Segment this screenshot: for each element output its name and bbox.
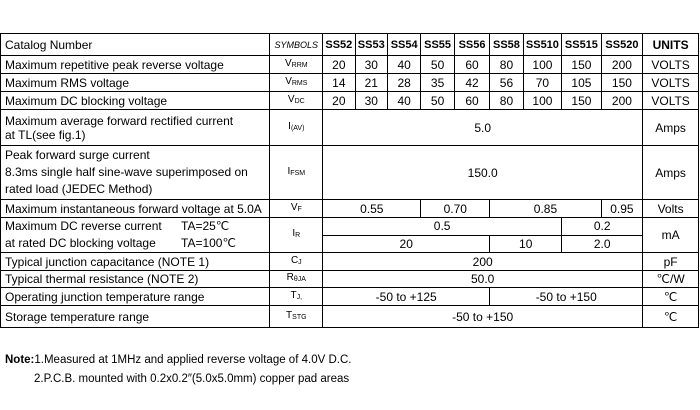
ir-description-line2 bbox=[5, 235, 267, 252]
ir-symbol-sub: R bbox=[295, 232, 301, 239]
rja-symbol bbox=[270, 271, 323, 288]
cj-description: Typical junction capacitance (NOTE 1) bbox=[1, 253, 270, 271]
vdc-value: 40 bbox=[387, 92, 420, 110]
part-header-ss58: SS58 bbox=[490, 34, 523, 56]
vdc-value: 50 bbox=[421, 92, 454, 110]
row-cj bbox=[1, 253, 699, 271]
tj-symbol-sub: J, bbox=[296, 293, 303, 301]
ir-symbol bbox=[270, 218, 323, 253]
ifsm-symbol-sub: FSM bbox=[290, 169, 306, 177]
part-header-ss56: SS56 bbox=[454, 34, 489, 56]
vf-value-ss52-ss54: 0.55 bbox=[323, 200, 421, 218]
row-vrrm bbox=[1, 56, 699, 74]
iav-description bbox=[1, 110, 270, 146]
ir-value-25c-ss515-ss520: 0.2 bbox=[562, 218, 643, 236]
row-tj bbox=[1, 288, 699, 306]
catalog-number-header: Catalog Number bbox=[1, 34, 270, 56]
vdc-value: 150 bbox=[562, 92, 602, 110]
vdc-value: 60 bbox=[454, 92, 489, 110]
tj-symbol-main: T bbox=[290, 289, 297, 301]
ratings-table-container bbox=[0, 33, 700, 328]
vdc-value: 200 bbox=[601, 92, 643, 110]
vrms-value: 42 bbox=[454, 74, 489, 92]
iav-symbol-sub: (AV) bbox=[290, 124, 305, 132]
iav-description-line1: Maximum average forward rectified current bbox=[5, 113, 234, 128]
ir-condition-25c: TA=25℃ bbox=[181, 219, 230, 233]
vf-symbol-sub: F bbox=[297, 205, 302, 213]
ifsm-symbol-main: I bbox=[287, 165, 291, 177]
note-2 bbox=[5, 370, 351, 389]
part-header-ss55: SS55 bbox=[421, 34, 454, 56]
ir-value-100c-ss58-ss510: 10 bbox=[490, 235, 562, 253]
vrrm-value: 80 bbox=[490, 56, 523, 74]
vrrm-value: 50 bbox=[421, 56, 454, 74]
vrms-value: 28 bbox=[387, 74, 420, 92]
note-1 bbox=[5, 351, 351, 370]
row-ifsm bbox=[1, 146, 699, 200]
iav-value: 5.0 bbox=[323, 110, 643, 146]
cj-value: 200 bbox=[323, 253, 643, 271]
notes-label: Note: bbox=[5, 354, 35, 366]
ir-description-text2: at rated DC blocking voltage bbox=[5, 236, 156, 250]
vrms-value: 14 bbox=[323, 74, 355, 92]
vrms-description: Maximum RMS voltage bbox=[1, 74, 270, 92]
vdc-unit: VOLTS bbox=[643, 92, 699, 110]
vdc-value: 30 bbox=[355, 92, 387, 110]
row-vrms bbox=[1, 74, 699, 92]
ir-value-100c-ss52-ss56: 20 bbox=[323, 235, 490, 253]
vdc-value: 80 bbox=[490, 92, 523, 110]
vrms-value: 150 bbox=[601, 74, 643, 92]
tstg-value: -50 to +150 bbox=[323, 306, 643, 328]
ifsm-unit: Amps bbox=[643, 146, 699, 200]
tj-description: Operating junction temperature range bbox=[1, 288, 270, 306]
rja-symbol-main: R bbox=[286, 272, 294, 283]
row-vf bbox=[1, 200, 699, 218]
tstg-symbol-main: T bbox=[286, 309, 293, 321]
vrrm-value: 200 bbox=[601, 56, 643, 74]
part-header-ss54: SS54 bbox=[387, 34, 420, 56]
vdc-value: 100 bbox=[523, 92, 561, 110]
vrrm-value: 40 bbox=[387, 56, 420, 74]
iav-unit: Amps bbox=[643, 110, 699, 146]
ir-value-25c-ss52-ss510: 0.5 bbox=[323, 218, 562, 236]
vrms-value: 70 bbox=[523, 74, 561, 92]
vrrm-symbol-sub: RRM bbox=[291, 61, 308, 69]
vf-description: Maximum instantaneous forward voltage at 5.0A bbox=[1, 200, 270, 218]
cj-unit: pF bbox=[643, 253, 699, 271]
vrrm-value: 100 bbox=[523, 56, 561, 74]
ifsm-symbol bbox=[270, 146, 323, 200]
vrms-unit: VOLTS bbox=[643, 74, 699, 92]
rja-unit: ℃/W bbox=[643, 271, 699, 288]
units-header: UNITS bbox=[643, 34, 699, 56]
vf-value-ss55-ss56: 0.70 bbox=[421, 200, 490, 218]
ir-description-line1 bbox=[5, 218, 267, 235]
ifsm-description bbox=[1, 146, 270, 200]
note-1-text: 1.Measured at 1MHz and applied reverse voltage of 4.0V D.C. bbox=[34, 354, 352, 366]
note-2-text: 2.P.C.B. mounted with 0.2x0.2″(5.0x5.0mm) copper pad areas bbox=[34, 373, 350, 385]
ir-value-100c-ss515-ss520: 2.0 bbox=[562, 235, 643, 253]
vrrm-description: Maximum repetitive peak reverse voltage bbox=[1, 56, 270, 74]
ir-condition-100c: TA=100℃ bbox=[181, 236, 236, 250]
ir-symbol-main: I bbox=[292, 228, 296, 239]
vdc-description: Maximum DC blocking voltage bbox=[1, 92, 270, 110]
vdc-symbol-sub: DC bbox=[294, 97, 305, 105]
rja-value: 50.0 bbox=[323, 271, 643, 288]
vf-symbol-main: V bbox=[290, 201, 298, 213]
row-rja bbox=[1, 271, 699, 288]
ifsm-description-line1: Peak forward surge current bbox=[5, 148, 150, 162]
ir-description bbox=[1, 218, 270, 253]
iav-description-line2: at TL(see fig.1) bbox=[5, 127, 86, 142]
ifsm-description-line3: rated load (JEDEC Method) bbox=[5, 182, 153, 196]
tj-symbol bbox=[270, 288, 323, 306]
iav-symbol-main: I bbox=[288, 120, 291, 132]
vrms-value: 56 bbox=[490, 74, 523, 92]
tj-value-ss52-ss56: -50 to +125 bbox=[323, 288, 490, 306]
vrrm-unit: VOLTS bbox=[643, 56, 699, 74]
ifsm-value: 150.0 bbox=[323, 146, 643, 200]
notes-section bbox=[5, 351, 351, 389]
cj-symbol bbox=[270, 253, 323, 271]
part-header-ss510: SS510 bbox=[523, 34, 561, 56]
vrms-value: 35 bbox=[421, 74, 454, 92]
vf-value-ss520: 0.95 bbox=[601, 200, 643, 218]
iav-symbol bbox=[270, 110, 323, 146]
tj-value-ss58-ss520: -50 to +150 bbox=[490, 288, 643, 306]
vf-symbol bbox=[270, 200, 323, 218]
vf-value-ss58-ss515: 0.85 bbox=[490, 200, 601, 218]
tstg-unit: ℃ bbox=[643, 306, 699, 328]
header-row bbox=[1, 34, 699, 56]
vrms-symbol-sub: RMS bbox=[291, 79, 308, 87]
vrrm-symbol-main: V bbox=[284, 57, 292, 69]
rja-symbol-sub: θJA bbox=[293, 276, 306, 283]
cj-symbol-sub: J bbox=[298, 258, 302, 266]
vdc-value: 20 bbox=[323, 92, 355, 110]
row-vdc bbox=[1, 92, 699, 110]
tstg-symbol bbox=[270, 306, 323, 328]
vrrm-value: 150 bbox=[562, 56, 602, 74]
row-ir-25c bbox=[1, 218, 699, 236]
row-tstg bbox=[1, 306, 699, 328]
ir-description-text1: Maximum DC reverse current bbox=[5, 219, 162, 233]
vrms-value: 21 bbox=[355, 74, 387, 92]
symbols-header: SYMBOLS bbox=[270, 34, 323, 56]
part-header-ss52: SS52 bbox=[323, 34, 355, 56]
vrrm-value: 60 bbox=[454, 56, 489, 74]
vrms-symbol bbox=[270, 74, 323, 92]
tstg-symbol-sub: STG bbox=[292, 313, 307, 321]
electrical-ratings-table bbox=[0, 33, 699, 328]
vrms-value: 105 bbox=[562, 74, 602, 92]
vrrm-value: 30 bbox=[355, 56, 387, 74]
part-header-ss520: SS520 bbox=[601, 34, 643, 56]
ir-unit: mA bbox=[643, 218, 699, 253]
ifsm-description-line2: 8.3ms single half sine-wave superimposed on bbox=[5, 165, 248, 179]
row-iav bbox=[1, 110, 699, 146]
vrms-symbol-main: V bbox=[285, 75, 292, 87]
vdc-symbol bbox=[270, 92, 323, 110]
part-header-ss515: SS515 bbox=[562, 34, 602, 56]
tj-unit: ℃ bbox=[643, 288, 699, 306]
rja-description: Typical thermal resistance (NOTE 2) bbox=[1, 271, 270, 288]
vf-unit: Volts bbox=[643, 200, 699, 218]
part-header-ss53: SS53 bbox=[355, 34, 387, 56]
tstg-description: Storage temperature range bbox=[1, 306, 270, 328]
vdc-symbol-main: V bbox=[287, 93, 295, 105]
vrrm-symbol bbox=[270, 56, 323, 74]
vrrm-value: 20 bbox=[323, 56, 355, 74]
cj-symbol-main: C bbox=[290, 254, 299, 266]
